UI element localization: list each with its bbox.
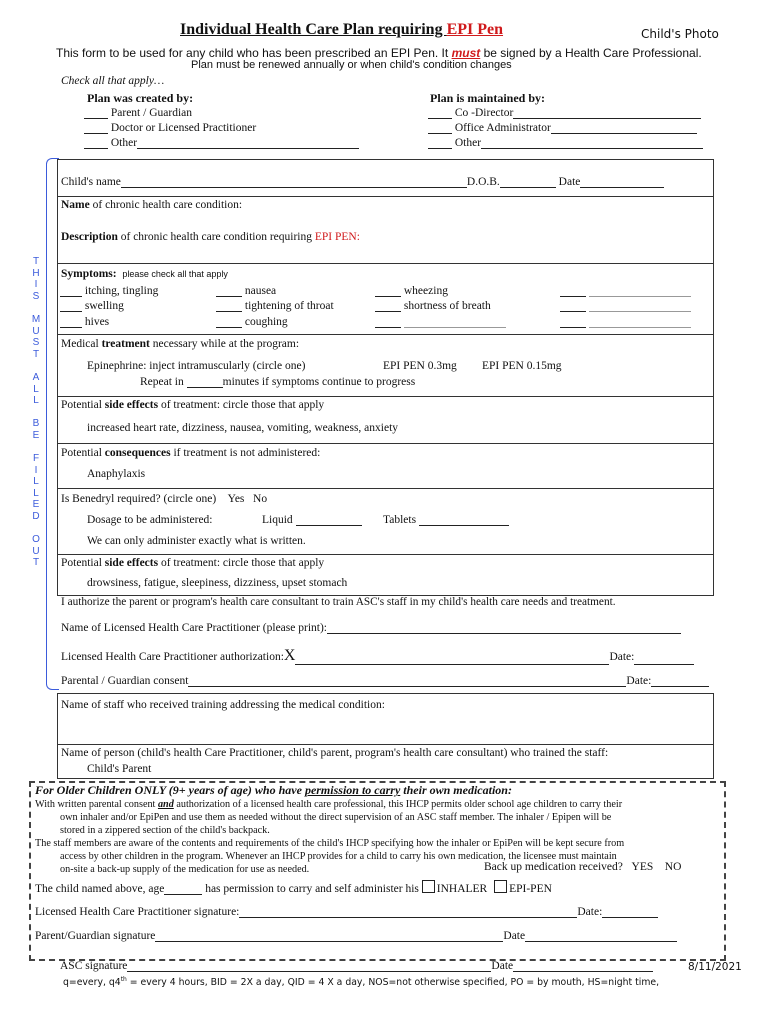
repeat-a: Repeat in [140, 376, 187, 388]
symptoms-hint: please check all that apply [122, 269, 228, 279]
name-bold: Name [61, 199, 90, 211]
check-all-note: Check all that apply… [61, 75, 165, 87]
condition-description-row [61, 231, 360, 243]
parent-sig-label: Parent/Guardian signature [35, 930, 156, 942]
created-other-field[interactable] [137, 137, 359, 149]
side2-c: of treatment: circle those that apply [158, 557, 325, 569]
symptom-other-1[interactable] [375, 316, 506, 328]
parent-consent-field[interactable] [188, 675, 626, 687]
named-a: The child named above, age [35, 883, 165, 895]
side-effects-2-list[interactable]: drowsiness, fatigue, sleepiness, dizziness, upset stomach [87, 577, 348, 589]
title-epi-pen: EPI Pen [446, 21, 504, 38]
older-heading-b: their own medication: [400, 783, 512, 797]
title-main: Individual Health Care Plan requiring [180, 21, 447, 38]
symptom-label: hives [84, 316, 110, 328]
practitioner-auth-row [61, 647, 694, 665]
maintained-option-office[interactable] [428, 122, 697, 134]
child-name-field[interactable] [121, 176, 467, 188]
epi-pen-0-15-option[interactable]: EPI PEN 0.15mg [482, 360, 562, 372]
parent-sig-date-field[interactable] [525, 930, 677, 942]
maintained-option-codirector[interactable] [428, 107, 701, 119]
consequences-heading [61, 447, 320, 459]
practitioner-name-label: Name of Licensed Health Care Practitioner (please print): [61, 622, 327, 634]
parent-consent-label: Parental / Guardian consent [61, 675, 189, 687]
lhcp-sig-field[interactable] [239, 906, 577, 918]
office-admin-field[interactable] [551, 122, 697, 134]
practitioner-auth-label: Licensed Health Care Practitioner authorization: [61, 651, 284, 663]
symptoms-label: Symptoms: [61, 268, 117, 280]
self-administer-row [35, 880, 552, 895]
epipen-checkbox[interactable] [494, 880, 507, 893]
description-bold: Description [61, 231, 118, 243]
treatment-heading [61, 338, 299, 350]
maintained-option-label: Office Administrator [454, 122, 551, 134]
renew-note: Plan must be renewed annually or when child's condition changes [191, 59, 512, 71]
symptom-wheezing[interactable] [375, 285, 448, 297]
asc-signature-row [60, 960, 653, 972]
backup-medication-row [484, 861, 681, 873]
treatment-c: necessary while at the program: [149, 338, 300, 350]
tablets-row [383, 514, 509, 526]
parent-consent-date-field[interactable] [651, 675, 709, 687]
intro-b: be signed by a Health Care Professional. [480, 46, 702, 60]
created-option-parent[interactable] [84, 107, 192, 119]
p1-and: and [157, 799, 174, 810]
dosage-label: Dosage to be administered: [87, 514, 213, 526]
authorize-statement: I authorize the parent or program's health care consultant to train ASC's staff in my child's health care needs and treatment. [61, 596, 616, 608]
p1-b: authorization of a licensed health care professional, this IHCP permits older school age children to carry their [173, 799, 623, 810]
created-option-label: Doctor or Licensed Practitioner [110, 122, 257, 134]
treatment-a: Medical [61, 338, 102, 350]
epinephrine-instruction: Epinephrine: inject intramuscularly (circle one) [87, 360, 306, 372]
epipen-label: EPI-PEN [509, 883, 552, 895]
parent-consent-date-label: Date: [626, 675, 652, 687]
version-date: 8/11/2021 [688, 961, 742, 973]
benedryl-no[interactable]: No [253, 493, 268, 505]
asc-sig-label: ASC signature [60, 960, 128, 972]
named-b: has permission to carry and self administer his [202, 883, 422, 895]
symptom-other-2[interactable] [560, 285, 691, 297]
symptom-swelling[interactable] [60, 300, 124, 312]
benedryl-yes[interactable]: Yes [227, 493, 245, 505]
backup-label: Back up medication received? [484, 861, 623, 873]
practitioner-date-label: Date: [609, 651, 635, 663]
intro-must: must [451, 46, 481, 60]
practitioner-auth-field[interactable] [295, 653, 609, 665]
symptom-coughing[interactable] [216, 316, 288, 328]
child-name-row [61, 176, 664, 188]
repeat-minutes-field[interactable] [187, 376, 223, 388]
tablets-label: Tablets [383, 514, 417, 526]
page-title [180, 21, 503, 39]
liquid-field[interactable] [296, 514, 362, 526]
lhcp-date-label: Date: [577, 906, 603, 918]
p1-a: With written parental consent [35, 799, 158, 810]
date-field[interactable] [580, 176, 664, 188]
repeat-row [140, 376, 415, 388]
codirector-field[interactable] [513, 107, 701, 119]
symptom-itching[interactable] [60, 285, 158, 297]
created-option-other[interactable] [84, 137, 359, 149]
condition-name-row [61, 199, 242, 211]
older-p1-line2: own inhaler and/or EpiPen and use them as needed without the direct supervision of an ASC staff member. The inhaler / Epipen will be [60, 812, 612, 823]
asc-date-label: Date [491, 960, 514, 972]
benedryl-row [61, 493, 267, 505]
side-effects-list[interactable]: increased heart rate, dizziness, nausea, vomiting, weakness, anxiety [87, 422, 399, 434]
side2-a: Potential [61, 557, 105, 569]
maintained-by-heading: Plan is maintained by: [430, 91, 546, 105]
abbreviations-footer [63, 976, 659, 988]
exactly-note: We can only administer exactly what is written. [87, 535, 306, 547]
older-p2-line3: on-site a back-up supply of the medication for use as needed. [60, 864, 310, 875]
date-label: Date [558, 176, 581, 188]
older-heading-u: permission to carry [304, 783, 401, 797]
side1-c: of treatment: circle those that apply [158, 399, 325, 411]
repeat-b: minutes if symptoms continue to progress [222, 376, 416, 388]
practitioner-name-row [61, 622, 681, 634]
symptom-shortness[interactable] [375, 300, 491, 312]
lhcp-sig-label: Licensed Health Care Practitioner signature: [35, 906, 240, 918]
age-field[interactable] [164, 883, 202, 895]
liquid-label: Liquid [262, 514, 293, 526]
created-option-label: Other [110, 137, 138, 149]
name-rest: of chronic health care condition: [89, 199, 243, 211]
symptom-label: shortness of breath [403, 300, 491, 312]
symptom-label: swelling [84, 300, 124, 312]
parent-signature-row [35, 930, 677, 942]
side-effects-2-heading [61, 557, 324, 569]
parent-sig-date-label: Date [503, 930, 526, 942]
older-p1-line3: stored in a zippered section of the child's backpack. [60, 825, 270, 836]
practitioner-date-field[interactable] [634, 653, 694, 665]
trained-staff-label: Name of staff who received training addressing the medical condition: [61, 699, 385, 711]
dob-field[interactable] [500, 176, 556, 188]
symptom-label: nausea [244, 285, 277, 297]
child-name-label: Child's name [61, 176, 121, 188]
signature-x-mark: X [283, 647, 296, 664]
created-by-heading: Plan was created by: [87, 91, 194, 105]
maintained-other-field[interactable] [481, 137, 703, 149]
older-heading-a: For Older Children ONLY (9+ years of age) who have [35, 783, 305, 797]
side2-b: side effects [104, 557, 159, 569]
symptoms-heading [61, 268, 228, 280]
asc-date-field[interactable] [513, 960, 653, 972]
created-option-label: Parent / Guardian [110, 107, 192, 119]
intro-text [56, 46, 702, 60]
lhcp-date-field[interactable] [602, 906, 658, 918]
cons-c: if treatment is not administered: [170, 447, 321, 459]
maintained-option-other[interactable] [428, 137, 703, 149]
practitioner-name-field[interactable] [327, 622, 681, 634]
benedryl-question: Is Benedryl required? (circle one) [61, 493, 217, 505]
symptom-nausea[interactable] [216, 285, 276, 297]
inhaler-label: INHALER [436, 883, 488, 895]
photo-label: Child's Photo [641, 27, 719, 41]
older-p2-line1: The staff members are aware of the contents and requirements of the child's IHCP specifying how the inhaler or EpiPen will be kept secure from [35, 838, 625, 849]
treatment-b: treatment [101, 338, 150, 350]
backup-yes[interactable]: YES [631, 861, 654, 873]
symptom-label: wheezing [403, 285, 448, 297]
older-children-heading [35, 783, 512, 798]
dob-label: D.O.B. [466, 176, 500, 188]
side1-a: Potential [61, 399, 105, 411]
maintained-option-label: Other [454, 137, 482, 149]
epi-pen-0-3-option[interactable]: EPI PEN 0.3mg [383, 360, 457, 372]
dosage-row [87, 514, 213, 526]
symptom-other-4[interactable] [560, 316, 691, 328]
trainer-value: Child's Parent [87, 763, 152, 775]
consequences-value: Anaphylaxis [87, 468, 146, 480]
tablets-field[interactable] [419, 514, 509, 526]
intro-a: This form to be used for any child who has been prescribed an EPI Pen. It [56, 46, 452, 60]
cons-b: consequences [104, 447, 171, 459]
symptom-label: itching, tingling [84, 285, 159, 297]
abbrev-b: = every 4 hours, BID = 2X a day, QID = 4 X a day, NOS=not otherwise specified, PO = by mouth, HS=night time, [126, 977, 660, 989]
symptom-other-3[interactable] [560, 300, 691, 312]
description-rest: of chronic health care condition requiring [117, 231, 315, 243]
side1-b: side effects [104, 399, 159, 411]
symptom-label: tightening of throat [244, 300, 334, 312]
symptom-hives[interactable] [60, 316, 109, 328]
lhcp-signature-row [35, 906, 658, 918]
trainer-label: Name of person (child's health Care Practitioner, child's parent, program's health care consultant) who trained the staff: [61, 747, 609, 759]
maintained-option-label: Co -Director [454, 107, 514, 119]
backup-no[interactable]: NO [664, 861, 682, 873]
parent-consent-row [61, 675, 709, 687]
cons-a: Potential [61, 447, 105, 459]
must-all-be-filled-out-text: T H I S M U S T A L L B E F I L L E D O U T [31, 256, 41, 569]
abbrev-sup: th [120, 976, 127, 983]
side-effects-heading [61, 399, 324, 411]
parent-sig-field[interactable] [155, 930, 503, 942]
description-epi: EPI PEN: [314, 231, 360, 243]
older-p2-line2: access by other children in the program. Whenever an IHCP provides for a child to carry his own medication, the licensee must maintain [60, 851, 617, 862]
asc-sig-field[interactable] [127, 960, 491, 972]
abbrev-a: q=every, q4 [63, 977, 121, 989]
created-option-doctor[interactable] [84, 122, 256, 134]
liquid-row [262, 514, 362, 526]
symptom-throat[interactable] [216, 300, 334, 312]
inhaler-checkbox[interactable] [422, 880, 435, 893]
symptom-label: coughing [244, 316, 288, 328]
older-p1-line1 [35, 799, 622, 810]
